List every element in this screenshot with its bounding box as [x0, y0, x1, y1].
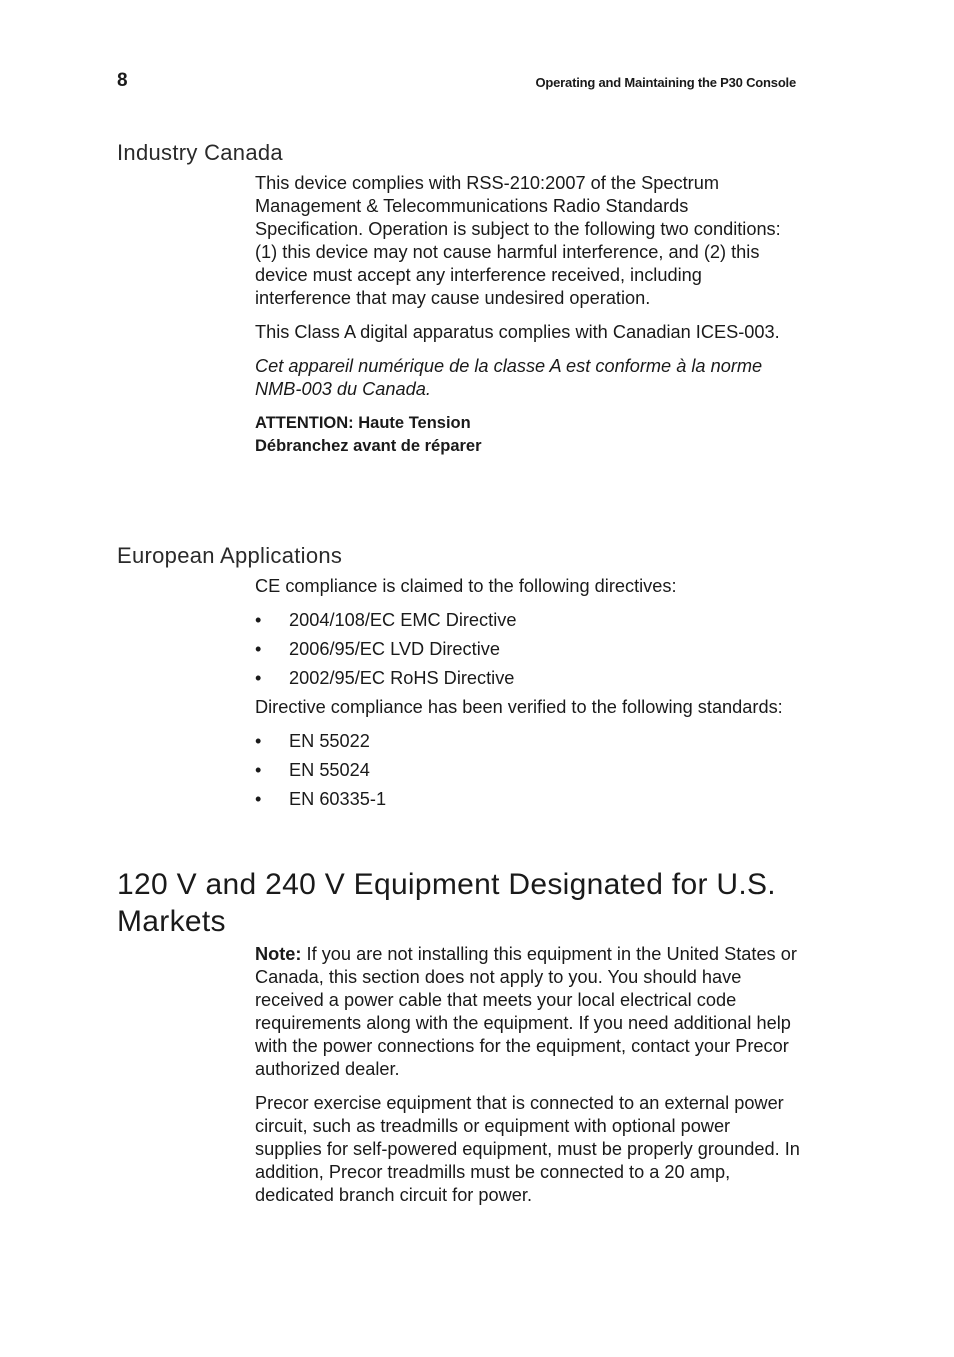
- bullet-icon: •: [255, 760, 262, 780]
- european-applications-body: [255, 575, 800, 817]
- ce-intro: CE compliance is claimed to the following directives:: [255, 576, 677, 596]
- bullet-icon: •: [255, 668, 262, 688]
- section-heading-industry-canada: Industry Canada: [117, 140, 283, 165]
- page-number: 8: [117, 70, 128, 91]
- attention-notice: [255, 412, 800, 458]
- directive-list: [255, 609, 800, 690]
- industry-canada-body: [255, 172, 800, 458]
- bullet-icon: •: [255, 610, 262, 630]
- section-heading-european-applications: European Applications: [117, 543, 343, 568]
- bullet-icon: •: [255, 731, 262, 751]
- industry-canada-french-paragraph: Cet appareil numérique de la classe A est conforme à la norme NMB-003 du Canada.: [255, 356, 763, 399]
- running-header: Operating and Maintaining the P30 Console: [535, 75, 796, 90]
- standards-intro: Directive compliance has been verified to the following standards:: [255, 697, 783, 717]
- note-text: If you are not installing this equipment in the United States or Canada, this section does not apply to you. You should have received a power cable that meets your local electrical code requirements along with the equipment. If you need additional help with the power connections for the equipment, contact your Precor authorized dealer.: [255, 944, 797, 1079]
- list-item: • 2004/108/EC EMC Directive: [255, 610, 517, 630]
- note-paragraph: [255, 943, 800, 1081]
- list-item: • EN 55024: [255, 760, 370, 780]
- industry-canada-paragraph: This device complies with RSS-210:2007 of the Spectrum Management & Telecommunications Radio Standards Specification. Operation is subject to the following two conditions: (1) this device may not cause harmful interference, and (2) this device must accept any interference received, including interference that may cause undesired operation.: [255, 173, 781, 308]
- list-item: • 2006/95/EC LVD Directive: [255, 639, 500, 659]
- attention-line: Débranchez avant de réparer: [255, 437, 482, 455]
- bullet-icon: •: [255, 789, 262, 809]
- bullet-icon: •: [255, 639, 262, 659]
- standards-list: [255, 730, 800, 811]
- list-item: • EN 55022: [255, 731, 370, 751]
- attention-line: ATTENTION: Haute Tension: [255, 414, 471, 432]
- major-heading-us-markets: 120 V and 240 V Equipment Designated for U.S. Markets: [117, 868, 776, 938]
- grounding-paragraph: Precor exercise equipment that is connected to an external power circuit, such as treadmills or equipment with optional power supplies for self-powered equipment, must be properly grounded. In addition, Precor treadmills must be connected to a 20 amp, dedicated branch circuit for power.: [255, 1093, 800, 1205]
- us-markets-body: [255, 943, 800, 1218]
- list-item: • EN 60335-1: [255, 789, 387, 809]
- industry-canada-paragraph: This Class A digital apparatus complies with Canadian ICES-003.: [255, 322, 780, 342]
- list-item: • 2002/95/EC RoHS Directive: [255, 668, 515, 688]
- note-label: Note:: [255, 944, 302, 964]
